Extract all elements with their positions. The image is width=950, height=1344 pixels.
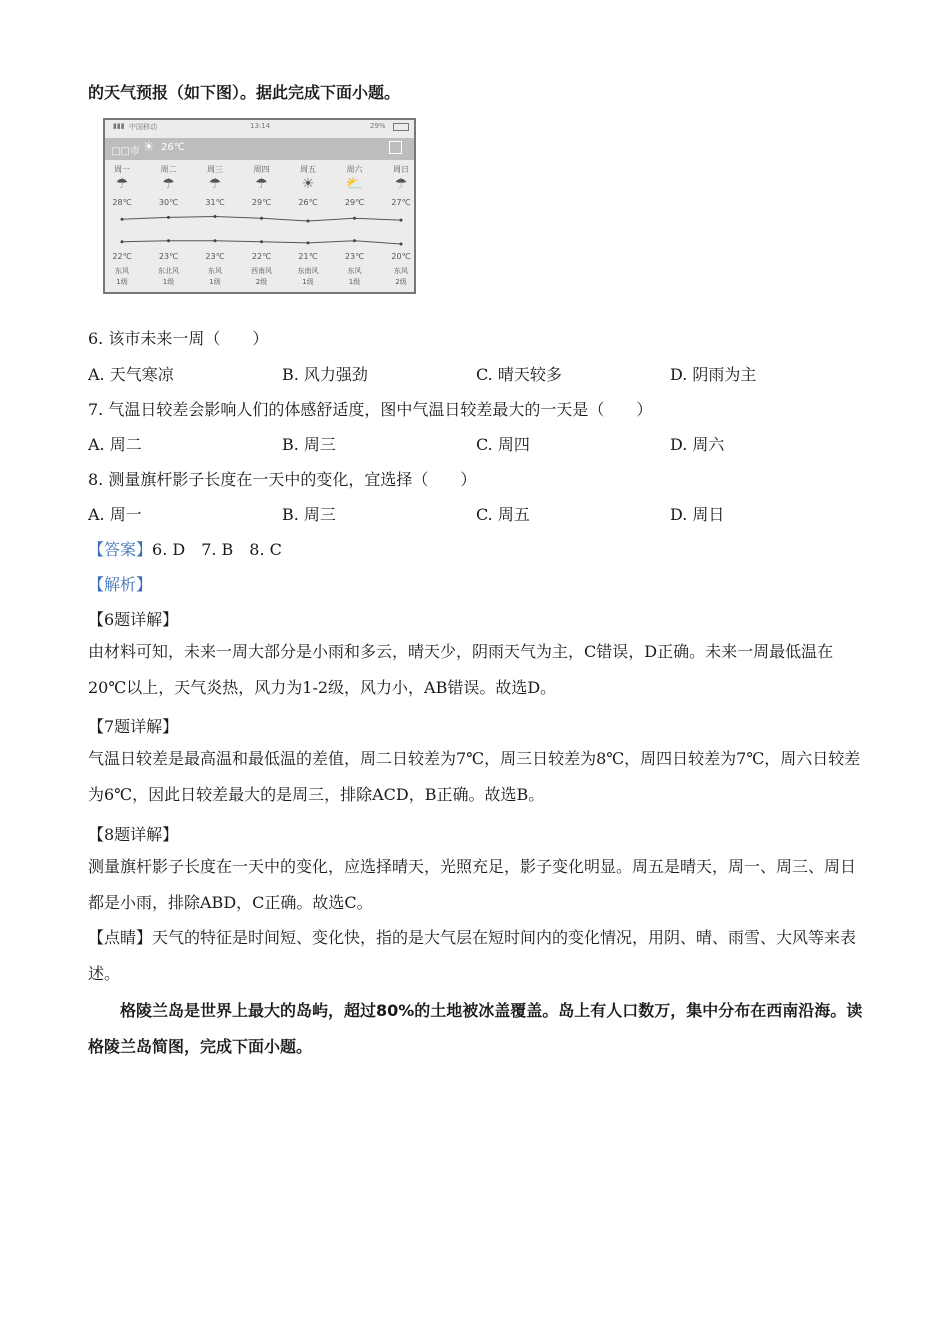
forecast-day-label: 周四: [253, 165, 270, 174]
analysis-label: 【解析】: [88, 575, 153, 594]
signal-icon: ▮▮▮: [113, 122, 125, 130]
forecast-high-temp: 31℃: [205, 198, 225, 207]
forecast-wind-level: 1级: [209, 278, 221, 286]
carrier-label: 中国移动: [129, 123, 157, 131]
forecast-wind-level: 2级: [395, 278, 407, 286]
q6-option-d: D. 阴雨为主: [670, 365, 757, 384]
forecast-day-label: 周日: [393, 165, 409, 174]
forecast-low-temp: 23℃: [158, 252, 179, 261]
answer-line: [88, 537, 282, 560]
q7-option-c: C. 周四: [476, 435, 530, 454]
forecast-low-temp: 22℃: [251, 252, 272, 261]
high-temp-point: [353, 217, 356, 220]
forecast-grid: [105, 162, 414, 292]
rain-umbrella-icon: ☂: [255, 176, 268, 192]
rain-umbrella-icon: ☂: [208, 176, 222, 192]
low-temp-point: [307, 241, 310, 244]
rain-umbrella-icon: ☂: [115, 176, 129, 192]
forecast-wind-direction: 东北风: [158, 267, 179, 275]
forecast-wind-level: 1级: [302, 278, 314, 286]
phone-status-bar: [105, 122, 414, 136]
high-temp-point: [121, 218, 124, 221]
q7-option-a: A. 周二: [88, 435, 142, 454]
q7-option-b: B. 周三: [282, 435, 336, 454]
weather-forecast-image: [103, 118, 416, 294]
q7-stem: 7. 气温日较差会影响人们的体感舒适度，图中气温日较差最大的一天是（ ）: [88, 400, 653, 419]
tip-label: 【点睛】: [88, 928, 153, 947]
forecast-wind-direction: 东南风: [297, 267, 319, 275]
high-temp-point: [400, 219, 403, 222]
forecast-wind-direction: 东风: [115, 267, 129, 275]
low-temp-point: [400, 243, 403, 246]
rain-umbrella-icon: ☂: [394, 176, 408, 192]
q6-option-c: C. 晴天较多: [476, 365, 562, 384]
forecast-wind-level: 1级: [116, 278, 128, 286]
tip-paragraph: [88, 920, 863, 992]
forecast-low-temp: 21℃: [298, 252, 318, 261]
tip-text: 天气的特征是时间短、变化快，指的是大气层在短时间内的变化情况，用阴、晴、雨雪、大风等来表述。: [88, 928, 857, 983]
forecast-day-label: 周三: [207, 165, 223, 174]
q6-option-a: A. 天气寒凉: [88, 365, 174, 384]
current-temp: 26℃: [161, 142, 185, 153]
forecast-high-temp: 30℃: [158, 198, 179, 207]
d7-title: 【7题详解】: [88, 717, 179, 736]
forecast-day-label: 周一: [114, 165, 130, 174]
forecast-high-temp: 29℃: [344, 198, 365, 207]
forecast-high-temp: 29℃: [251, 198, 272, 207]
high-temp-point: [260, 217, 263, 220]
forecast-wind-level: 2级: [255, 278, 268, 286]
low-temp-point: [121, 240, 124, 243]
rain-umbrella-icon: ☂: [162, 176, 175, 192]
d7-text: 气温日较差是最高温和最低温的差值，周二日较差为7℃，周三日较差为8℃，周四日较差为7℃，周六日较差为6℃，因此日较差最大的是周三，排除ACD，B正确。故选B。: [88, 749, 861, 804]
forecast-wind-direction: 东风: [347, 267, 362, 275]
q6-stem: 6. 该市未来一周（ ）: [88, 329, 269, 348]
low-temp-point: [214, 239, 217, 242]
d8-title: 【8题详解】: [88, 825, 179, 844]
high-temp-point: [167, 216, 170, 219]
forecast-day-label: 周五: [300, 165, 316, 174]
sun-icon: ☀: [301, 176, 315, 192]
forecast-wind-direction: 西南风: [251, 267, 272, 275]
low-temp-point: [353, 239, 356, 242]
city-label: □□市: [111, 146, 140, 157]
q8-option-a: A. 周一: [88, 505, 142, 524]
cloudy-sun-icon: ⛅: [345, 176, 364, 192]
q8-option-d: D. 周日: [670, 505, 725, 524]
forecast-high-temp: 28℃: [112, 198, 132, 207]
q6-option-b: B. 风力强劲: [282, 365, 368, 384]
low-temp-point: [260, 240, 263, 243]
forecast-wind-level: 1级: [348, 278, 361, 286]
d6-title: 【6题详解】: [88, 610, 179, 629]
forecast-day-label: 周六: [346, 165, 363, 174]
forecast-day-label: 周二: [160, 165, 177, 174]
forecast-high-temp: 27℃: [391, 198, 411, 207]
d8-text: 测量旗杆影子长度在一天中的变化，应选择晴天，光照充足，影子变化明显。周五是晴天，周一、周三、周日都是小雨，排除ABD，C正确。故选C。: [88, 857, 857, 912]
forecast-low-temp: 22℃: [112, 252, 132, 261]
next-intro: 格陵兰岛是世界上最大的岛屿，超过80%的土地被冰盖覆盖。岛上有人口数万，集中分布在西南沿海。读格陵兰岛简图，完成下面小题。: [88, 1001, 863, 1056]
forecast-wind-level: 1级: [162, 278, 175, 286]
forecast-high-temp: 26℃: [298, 198, 318, 207]
clock-label: 13:14: [250, 122, 271, 130]
d6-text: 由材料可知，未来一周大部分是小雨和多云，晴天少，阴雨天气为主，C错误，D正确。未来一周最低温在20℃以上，天气炎热，风力为1-2级，风力小，AB错误。故选D。: [88, 642, 834, 697]
high-temp-point: [214, 215, 217, 218]
sun-icon: ☀: [143, 140, 155, 155]
answer-text: 6. D 7. B 8. C: [152, 540, 282, 559]
high-temp-point: [307, 220, 310, 223]
q8-option-b: B. 周三: [282, 505, 336, 524]
q7-option-d: D. 周六: [670, 435, 725, 454]
battery-icon: [393, 123, 409, 131]
battery-label: 29%: [370, 122, 386, 130]
forecast-wind-direction: 东风: [394, 267, 408, 275]
edit-icon: [389, 141, 402, 154]
q8-option-c: C. 周五: [476, 505, 530, 524]
low-temp-point: [167, 239, 170, 242]
forecast-low-temp: 23℃: [344, 252, 365, 261]
answer-label: 【答案】: [88, 540, 153, 559]
q8-stem: 8. 测量旗杆影子长度在一天中的变化，宜选择（ ）: [88, 470, 477, 489]
intro-text: 的天气预报（如下图）。据此完成下面小题。: [88, 83, 401, 102]
forecast-low-temp: 20℃: [391, 252, 411, 261]
forecast-low-temp: 23℃: [205, 252, 225, 261]
forecast-wind-direction: 东风: [208, 267, 222, 275]
weather-header: [105, 138, 414, 160]
